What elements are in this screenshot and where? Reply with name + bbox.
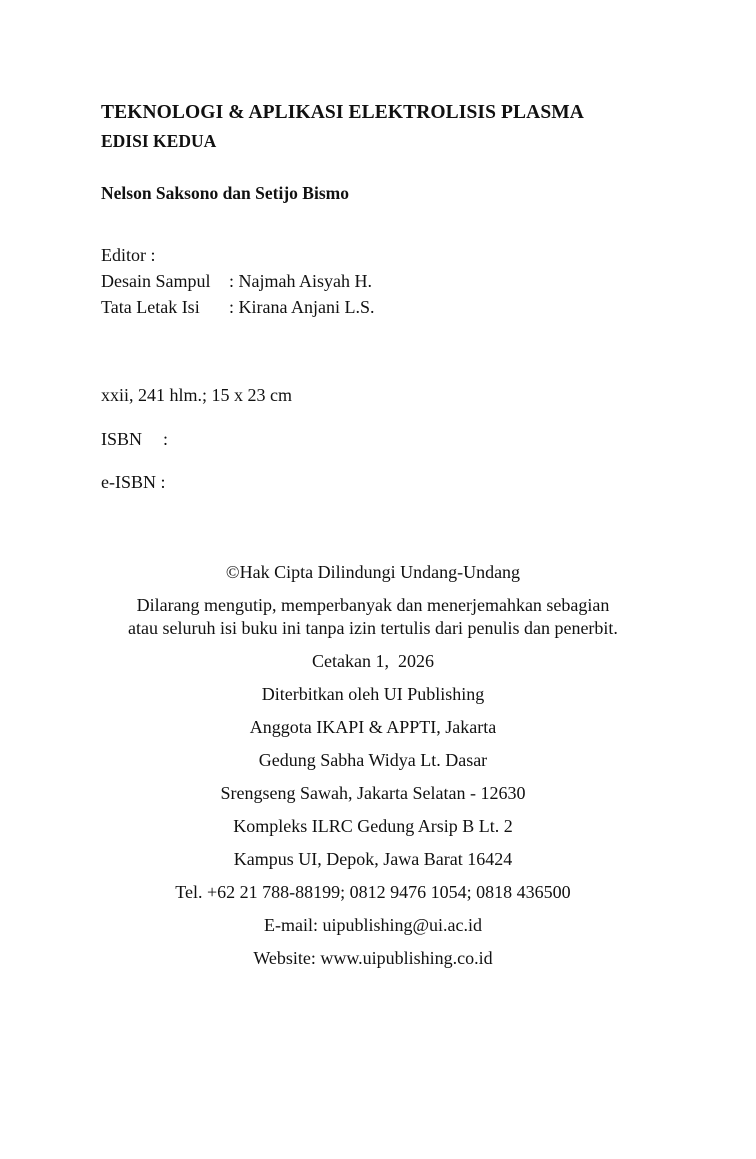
isbn-row [101,428,168,450]
cover-design-value: : Najmah Aisyah H. [229,271,372,291]
book-title: TEKNOLOGI & APLIKASI ELEKTROLISIS PLASMA [101,102,584,123]
copyright-notice-line1: Dilarang mengutip, memperbanyak dan menerjemahkan sebagian [136,595,610,615]
copyright-notice [0,594,746,640]
publisher-address-1: Gedung Sabha Widya Lt. Dasar [258,750,488,770]
cover-design-label: Desain Sampul [101,271,211,291]
cover-design-row [101,270,372,292]
publisher-phone: Tel. +62 21 788-88199; 0812 9476 1054; 0818 436500 [175,882,571,902]
layout-label: Tata Letak Isi [101,297,200,317]
printing-info: Cetakan 1, 2026 [312,651,434,671]
layout-value: : Kirana Anjani L.S. [229,297,375,317]
copyright-notice-line2: atau seluruh isi buku ini tanpa izin tertulis dari penulis dan penerbit. [128,618,618,638]
publisher-name: Diterbitkan oleh UI Publishing [261,684,485,704]
publisher-address-4: Kampus UI, Depok, Jawa Barat 16424 [233,849,513,869]
eisbn-label: e-ISBN : [101,472,166,492]
publisher-address-3: Kompleks ILRC Gedung Arsip B Lt. 2 [233,816,513,836]
physical-description: xxii, 241 hlm.; 15 x 23 cm [101,385,292,405]
publisher-website: Website: www.uipublishing.co.id [253,948,493,968]
isbn-value: : [163,429,169,449]
layout-row [101,296,374,318]
isbn-label: ISBN [101,429,143,449]
publisher-email: E-mail: uipublishing@ui.ac.id [263,915,483,935]
editor-label: Editor : [101,245,156,265]
copyright-heading: ©Hak Cipta Dilindungi Undang-Undang [225,562,521,582]
publisher-membership: Anggota IKAPI & APPTI, Jakarta [249,717,497,737]
book-edition: EDISI KEDUA [101,131,217,151]
book-authors: Nelson Saksono dan Setijo Bismo [101,183,349,203]
publisher-address-2: Srengseng Sawah, Jakarta Selatan - 12630 [220,783,526,803]
